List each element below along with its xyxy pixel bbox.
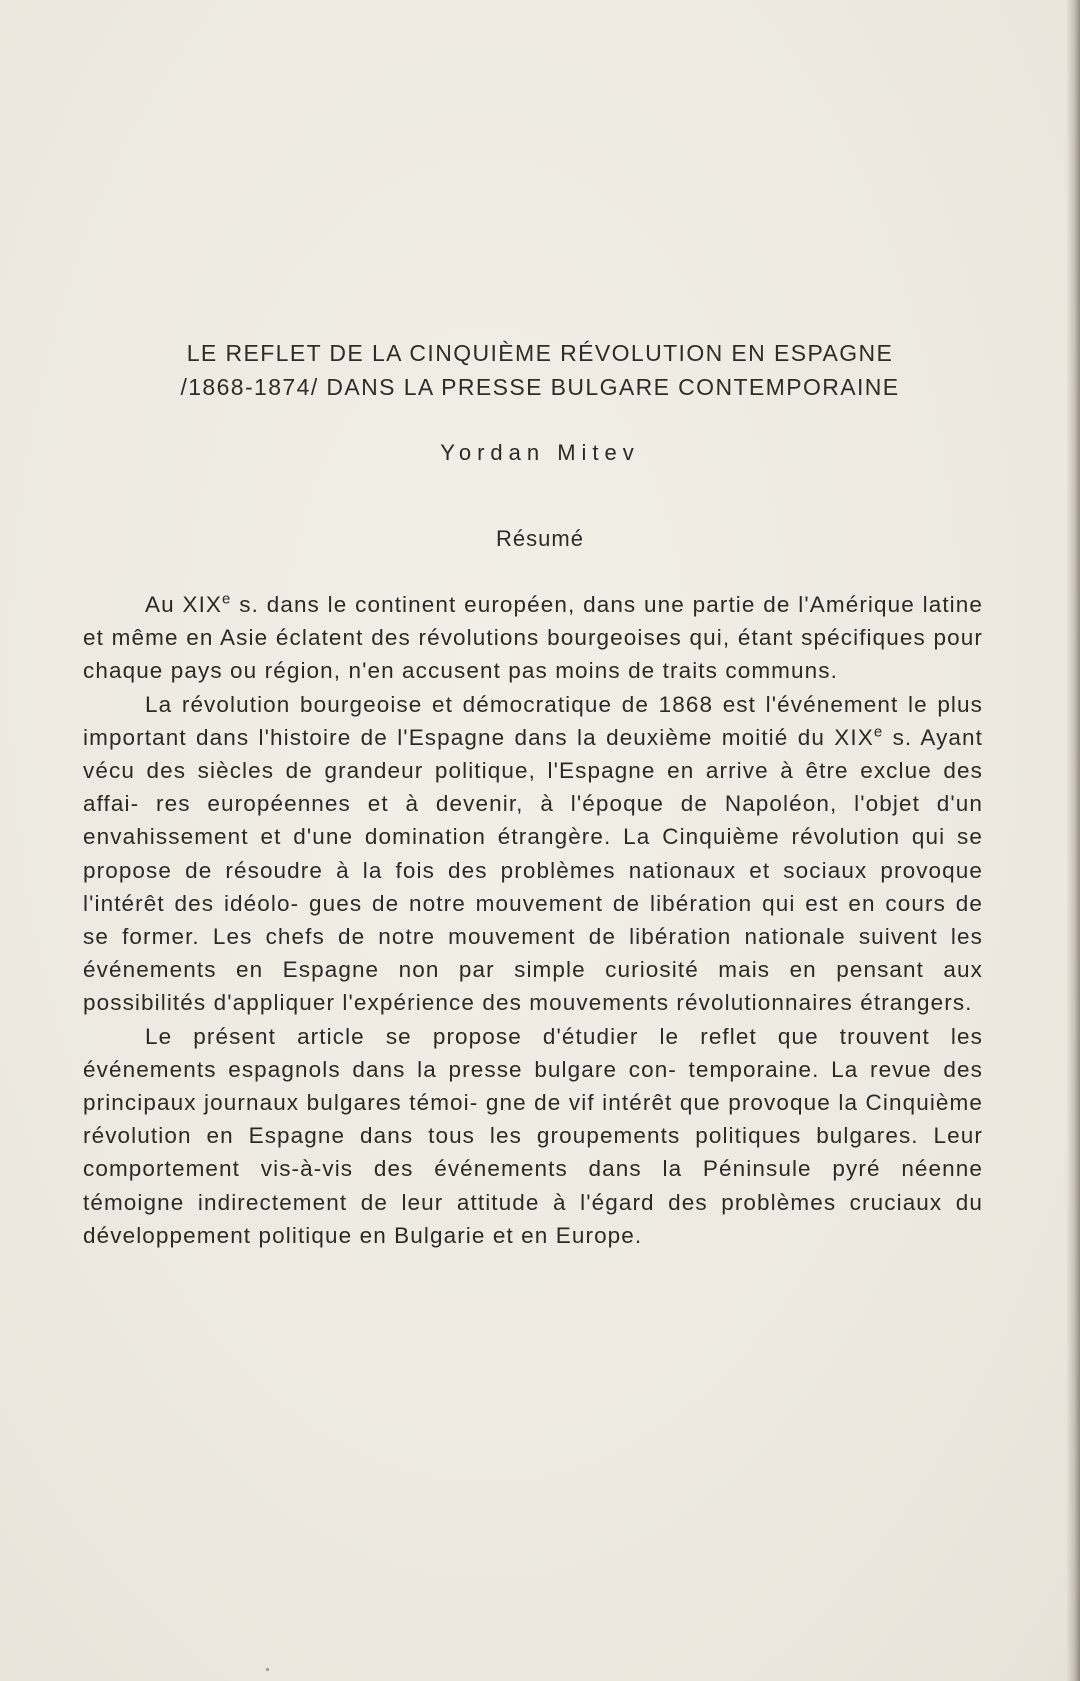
title-line-1: LE REFLET DE LA CINQUIÈME RÉVOLUTION EN ESPAGNE xyxy=(186,340,894,366)
title-line-2: /1868-1874/ DANS LA PRESSE BULGARE CONTEMPORAINE xyxy=(180,374,900,400)
page-edge-shadow xyxy=(1066,0,1080,1681)
paragraph-2-text-a: La révolution bourgeoise et démocratique de 1868 est l'événement le plus important dans l'histoire de l'Espagne dans la deuxième moitié du XIX xyxy=(83,691,983,750)
paragraph-1-text: s. dans le continent européen, dans une partie de l'Amérique latine et même en Asie éclatent des révolutions bourgeoises qui, étant spécifiques pour chaque pays ou région, n'en accusent pas moins de traits communs. xyxy=(83,592,983,684)
paragraph-2-superscript: e xyxy=(873,723,884,741)
paragraph-1 xyxy=(83,588,983,688)
paragraph-2 xyxy=(83,688,983,1020)
paragraph-1-superscript: e xyxy=(222,590,232,608)
scan-speck xyxy=(266,1668,269,1671)
paragraph-1-lead: Au XIX xyxy=(145,592,223,617)
paragraph-3: Le présent article se propose d'étudier le reflet que trouvent les événements espagnols dans la presse bulgare con- temporaine. La revue des principaux journaux bulgares témoi- gne de vif intérêt que provoque la Cinquième révolution en Espagne dans tous les groupements politiques bulgares. Leur comportement vis-à-vis des événements dans la Péninsule pyré néenne témoigne indirectement de leur attitude à l'égard des problèmes cruciaux du développement politique en Bulgarie et en Europe. xyxy=(83,1023,983,1248)
author-name: Yordan Mitev xyxy=(440,440,640,465)
article-title xyxy=(130,336,950,404)
abstract-body xyxy=(83,588,983,1252)
section-heading: Résumé xyxy=(496,526,584,551)
paragraph-2-text-b: s. Ayant vécu des siècles de grandeur politique, l'Espagne en arrive à être exclue des affai- res européennes et à devenir, à l'époque de Napoléon, l'objet d'un envahissement et d'une domination étrangère. La Cinquième révolution qui se propose de résoudre à la fois des problèmes nationaux et sociaux provoque l'intérêt des idéolo- gues de notre mouvement de libération qui est en cours de se former. Les chefs de notre mouvement de libération nationale suivent les événements en Espagne non par simple curiosité mais en pensant aux possibilités d'appliquer l'expérience des mouvements révolutionnaires étrangers. xyxy=(83,724,983,1016)
